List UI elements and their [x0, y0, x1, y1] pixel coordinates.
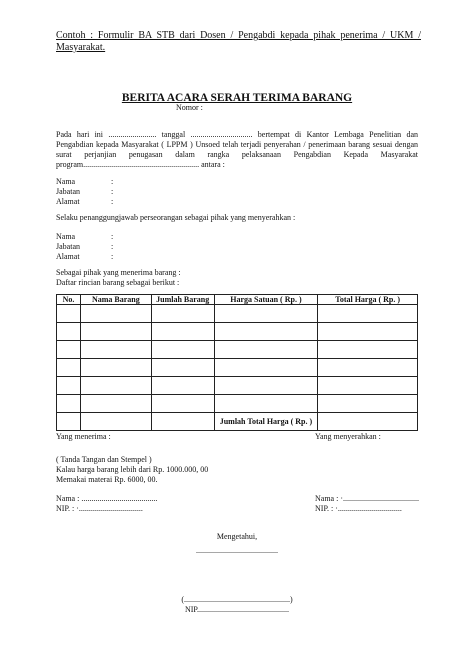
rincian-text: Daftar rincian barang sebagai berikut : [56, 278, 180, 287]
second-party-nama-row [56, 232, 113, 242]
table-cell[interactable] [151, 395, 214, 413]
total-value-cell[interactable] [318, 413, 418, 431]
table-cell[interactable] [57, 305, 81, 323]
second-party-alamat-row [56, 252, 113, 262]
table-cell[interactable] [151, 377, 214, 395]
table-cell[interactable] [80, 413, 151, 431]
paragraph-line-2: Pengabdian kepada Masyarakat ( LPPM ) Unsoed telah terjadi penyerahan / penerimaan barang sesuai dengan [56, 140, 418, 149]
notes-line-2: Kalau harga barang lebih dari Rp. 1000.000, 00 [56, 465, 209, 474]
table-cell[interactable] [318, 341, 418, 359]
table-cell[interactable] [80, 341, 151, 359]
column-header-total-harga: Total Harga ( Rp. ) [318, 295, 418, 305]
opening-paragraph [56, 130, 418, 170]
table-row [57, 305, 418, 323]
table-cell[interactable] [57, 377, 81, 395]
colon: : [111, 177, 114, 186]
colon: : [111, 242, 114, 251]
paragraph-line-1: Pada hari ini ........................ tanggal ............................... bertempat di Kantor Lembaga Penelitian dan [56, 130, 418, 139]
table-cell[interactable] [318, 395, 418, 413]
colon: : [111, 252, 114, 261]
table-cell[interactable] [80, 305, 151, 323]
table-cell[interactable] [214, 305, 318, 323]
right-signer-nama: Nama : ·...................................... [315, 494, 419, 503]
table-cell[interactable] [80, 377, 151, 395]
notes-line-3: Memakai materai Rp. 6000, 00. [56, 475, 158, 484]
total-label: Jumlah Total Harga ( Rp. ) [214, 413, 318, 431]
column-header-no: No. [57, 295, 81, 305]
bottom-signature-name: (.....................................................) [181, 595, 293, 604]
mengetahui-label: Mengetahui, [216, 532, 258, 541]
table-header-row [57, 295, 418, 305]
alamat-label: Alamat [56, 197, 80, 206]
left-signer-nama: Nama : ...................................... [56, 494, 158, 503]
table-cell[interactable] [151, 305, 214, 323]
table-cell[interactable] [318, 323, 418, 341]
table-cell[interactable] [214, 359, 318, 377]
table-row [57, 395, 418, 413]
column-header-jumlah-barang: Jumlah Barang [151, 295, 214, 305]
nomor-label: Nomor : [176, 103, 203, 112]
intro-note [56, 30, 421, 54]
table-row [57, 359, 418, 377]
column-header-nama-barang: Nama Barang [80, 295, 151, 305]
yang-menerima-label: Yang menerima : [56, 432, 111, 441]
first-party-nama-row [56, 177, 113, 187]
first-party-jabatan-row [56, 187, 113, 197]
notes-line-1: ( Tanda Tangan dan Stempel ) [56, 455, 152, 464]
alamat-label: Alamat [56, 252, 80, 261]
paragraph-line-3: surat perjanjian penugasan dalam rangka pelaksanaan Pengabdian Kepada Masyarakat [56, 150, 418, 159]
document-title: BERITA ACARA SERAH TERIMA BARANG [121, 92, 353, 104]
table-cell[interactable] [318, 377, 418, 395]
table-cell[interactable] [80, 359, 151, 377]
table-cell[interactable] [214, 395, 318, 413]
table-row [57, 377, 418, 395]
paragraph-line-4: program.......................................................... antara : [56, 160, 225, 169]
penerima-text: Sebagai pihak yang menerima barang : [56, 268, 181, 277]
table-total-row [57, 413, 418, 431]
table-cell[interactable] [214, 377, 318, 395]
table-cell[interactable] [57, 323, 81, 341]
colon: : [111, 187, 114, 196]
table-row [57, 323, 418, 341]
table-cell[interactable] [57, 341, 81, 359]
colon: : [111, 197, 114, 206]
table-cell[interactable] [151, 413, 214, 431]
nama-label: Nama [56, 177, 76, 186]
table-cell[interactable] [80, 323, 151, 341]
table-cell[interactable] [151, 359, 214, 377]
table-cell[interactable] [318, 305, 418, 323]
table-cell[interactable] [214, 341, 318, 359]
selaku-text: Selaku penanggungjawab perseorangan sebagai pihak yang menyerahkan : [56, 213, 296, 222]
nama-label: Nama [56, 232, 76, 241]
jabatan-label: Jabatan [56, 187, 80, 196]
bottom-signature-nip: NIP.............................................. [184, 605, 289, 614]
table-cell[interactable] [318, 359, 418, 377]
table-cell[interactable] [57, 395, 81, 413]
right-signer-nip: NIP. : ·................................ [315, 504, 402, 513]
jabatan-label: Jabatan [56, 242, 80, 251]
table-cell[interactable] [151, 341, 214, 359]
yang-menyerahkan-label: Yang menyerahkan : [315, 432, 381, 441]
second-party-jabatan-row [56, 242, 113, 252]
table-cell[interactable] [80, 395, 151, 413]
column-header-harga-satuan: Harga Satuan ( Rp. ) [214, 295, 318, 305]
intro-line-2: Masyarakat. [56, 42, 106, 53]
table-cell[interactable] [214, 323, 318, 341]
table-cell[interactable] [57, 359, 81, 377]
first-party-alamat-row [56, 197, 113, 207]
colon: : [111, 232, 114, 241]
table-cell[interactable] [57, 413, 81, 431]
intro-line-1: Contoh : Formulir BA STB dari Dosen / Pengabdi kepada pihak penerima / UKM / [56, 30, 421, 41]
table-row [57, 341, 418, 359]
left-signer-nip: NIP. : ·................................ [56, 504, 143, 513]
mengetahui-line: ......................................... [196, 546, 278, 555]
items-table [56, 294, 418, 431]
table-cell[interactable] [151, 323, 214, 341]
